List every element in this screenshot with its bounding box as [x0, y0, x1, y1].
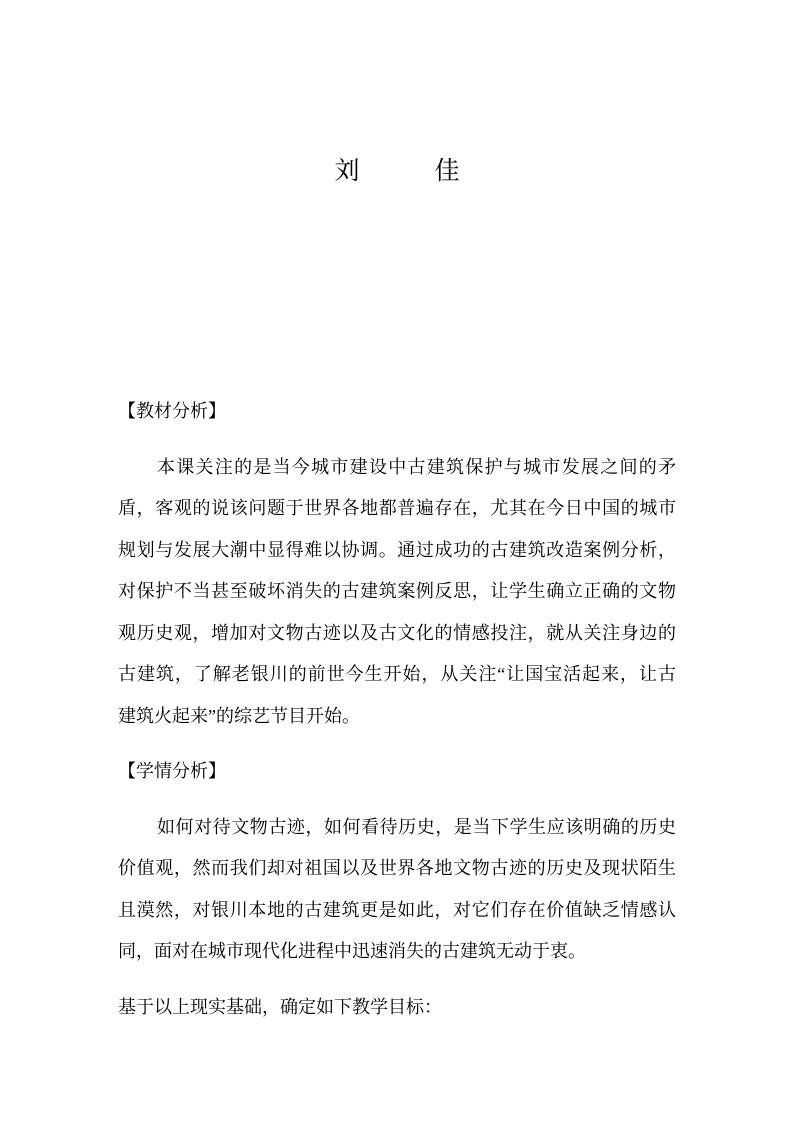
section-heading-textbook-analysis: 【教材分析】	[118, 401, 226, 421]
section-heading-student-analysis: 【学情分析】	[118, 761, 226, 781]
paragraph-line: 价值观，然而我们却对祖国以及世界各地文物古迹的历史及现状陌生	[118, 858, 676, 878]
document-body	[118, 391, 676, 1028]
paragraph-line: 盾，客观的说该问题于世界各地都普遍存在，尤其在今日中国的城市	[118, 498, 676, 518]
paragraph-line: 观历史观，增加对文物古迹以及古文化的情感投注，就从关注身边的	[118, 622, 676, 643]
author-title: 刘 佳	[334, 158, 460, 185]
paragraph-line: 如何对待文物古迹，如何看待历史，是当下学生应该明确的历史	[157, 816, 676, 837]
paragraph-textbook-analysis	[118, 447, 676, 738]
paragraph-line: 本课关注的是当今城市建设中古建筑保护与城市发展之间的矛	[157, 456, 676, 477]
paragraph-line: 且漠然，对银川本地的古建筑更是如此，对它们存在价值缺乏情感认	[118, 899, 676, 920]
paragraph-line: 古建筑，了解老银川的前世今生开始，从关注“让国宝活起来，让古	[118, 664, 676, 684]
paragraph-line: 规划与发展大潮中显得难以协调。通过成功的古建筑改造案例分析，	[118, 539, 676, 560]
paragraph-student-analysis	[118, 807, 676, 973]
paragraph-line: 建筑火起来”的综艺节目开始。	[118, 705, 360, 726]
paragraph-line: 对保护不当甚至破坏消失的古建筑案例反思，让学生确立正确的文物	[118, 581, 676, 601]
closing-statement: 基于以上现实基础，确定如下教学目标：	[118, 996, 442, 1017]
paragraph-line: 同，面对在城市现代化进程中迅速消失的古建筑无动于衷。	[118, 941, 586, 961]
